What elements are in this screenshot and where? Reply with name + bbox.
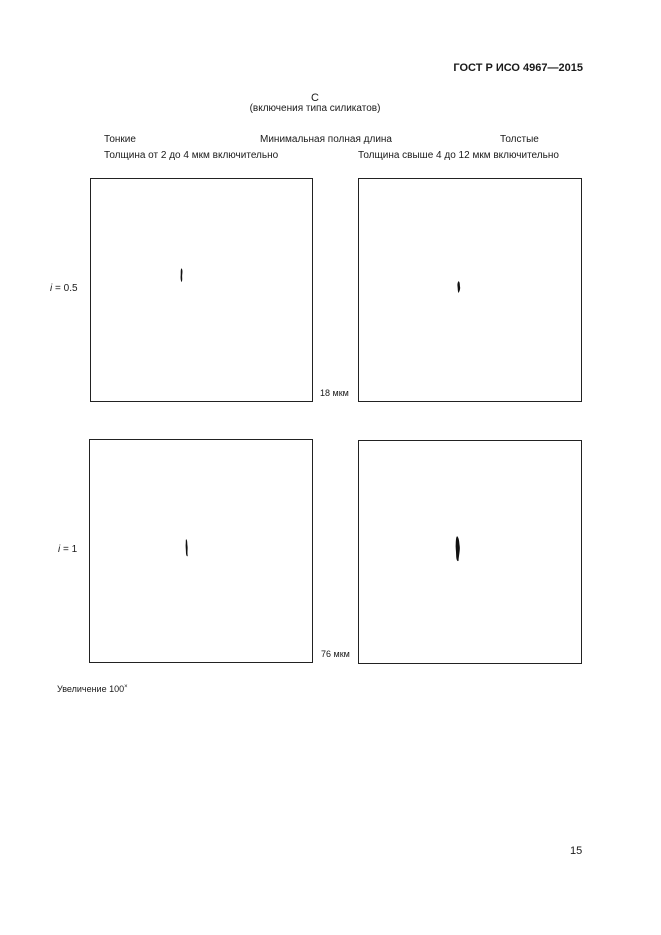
inclusion-drawing [90, 440, 312, 662]
section-subtitle: (включения типа силикатов) [249, 103, 381, 114]
thick-thickness-range: Толщина свыше 4 до 12 мкм включительно [358, 150, 559, 161]
index-value: = 0.5 [55, 283, 78, 294]
inclusion-drawing [91, 179, 312, 401]
index-value: = 1 [63, 544, 78, 555]
micrograph-thin-row2 [89, 439, 313, 663]
section-letter: С [311, 92, 319, 104]
row-label-index-1 [58, 544, 77, 556]
magnification-text: Увеличение 100 [57, 684, 125, 694]
thin-thickness-range: Толщина от 2 до 4 мкм включительно [104, 150, 279, 161]
magnification-sign: × [124, 684, 128, 690]
inclusion-mark [456, 536, 460, 561]
page-number: 15 [570, 845, 583, 857]
inclusion-mark [457, 281, 460, 293]
inclusion-mark [186, 539, 188, 556]
row-label-index-0-5 [50, 283, 78, 295]
inclusion-drawing [359, 179, 581, 401]
index-variable: i [58, 544, 61, 555]
inclusion-drawing [359, 441, 581, 663]
column-header-thick: Толстые [500, 134, 539, 145]
index-variable: i [50, 283, 53, 294]
min-length-label-row1: 18 мкм [320, 388, 349, 398]
min-length-label-row2: 76 мкм [321, 649, 350, 659]
inclusion-mark [181, 268, 183, 282]
micrograph-thin-row1 [90, 178, 313, 402]
document-header-id: ГОСТ Р ИСО 4967—2015 [453, 62, 583, 74]
magnification-note [57, 681, 128, 695]
column-header-thin: Тонкие [104, 134, 136, 145]
column-header-min-length: Минимальная полная длина [260, 134, 392, 145]
micrograph-thick-row1 [358, 178, 582, 402]
micrograph-thick-row2 [358, 440, 582, 664]
